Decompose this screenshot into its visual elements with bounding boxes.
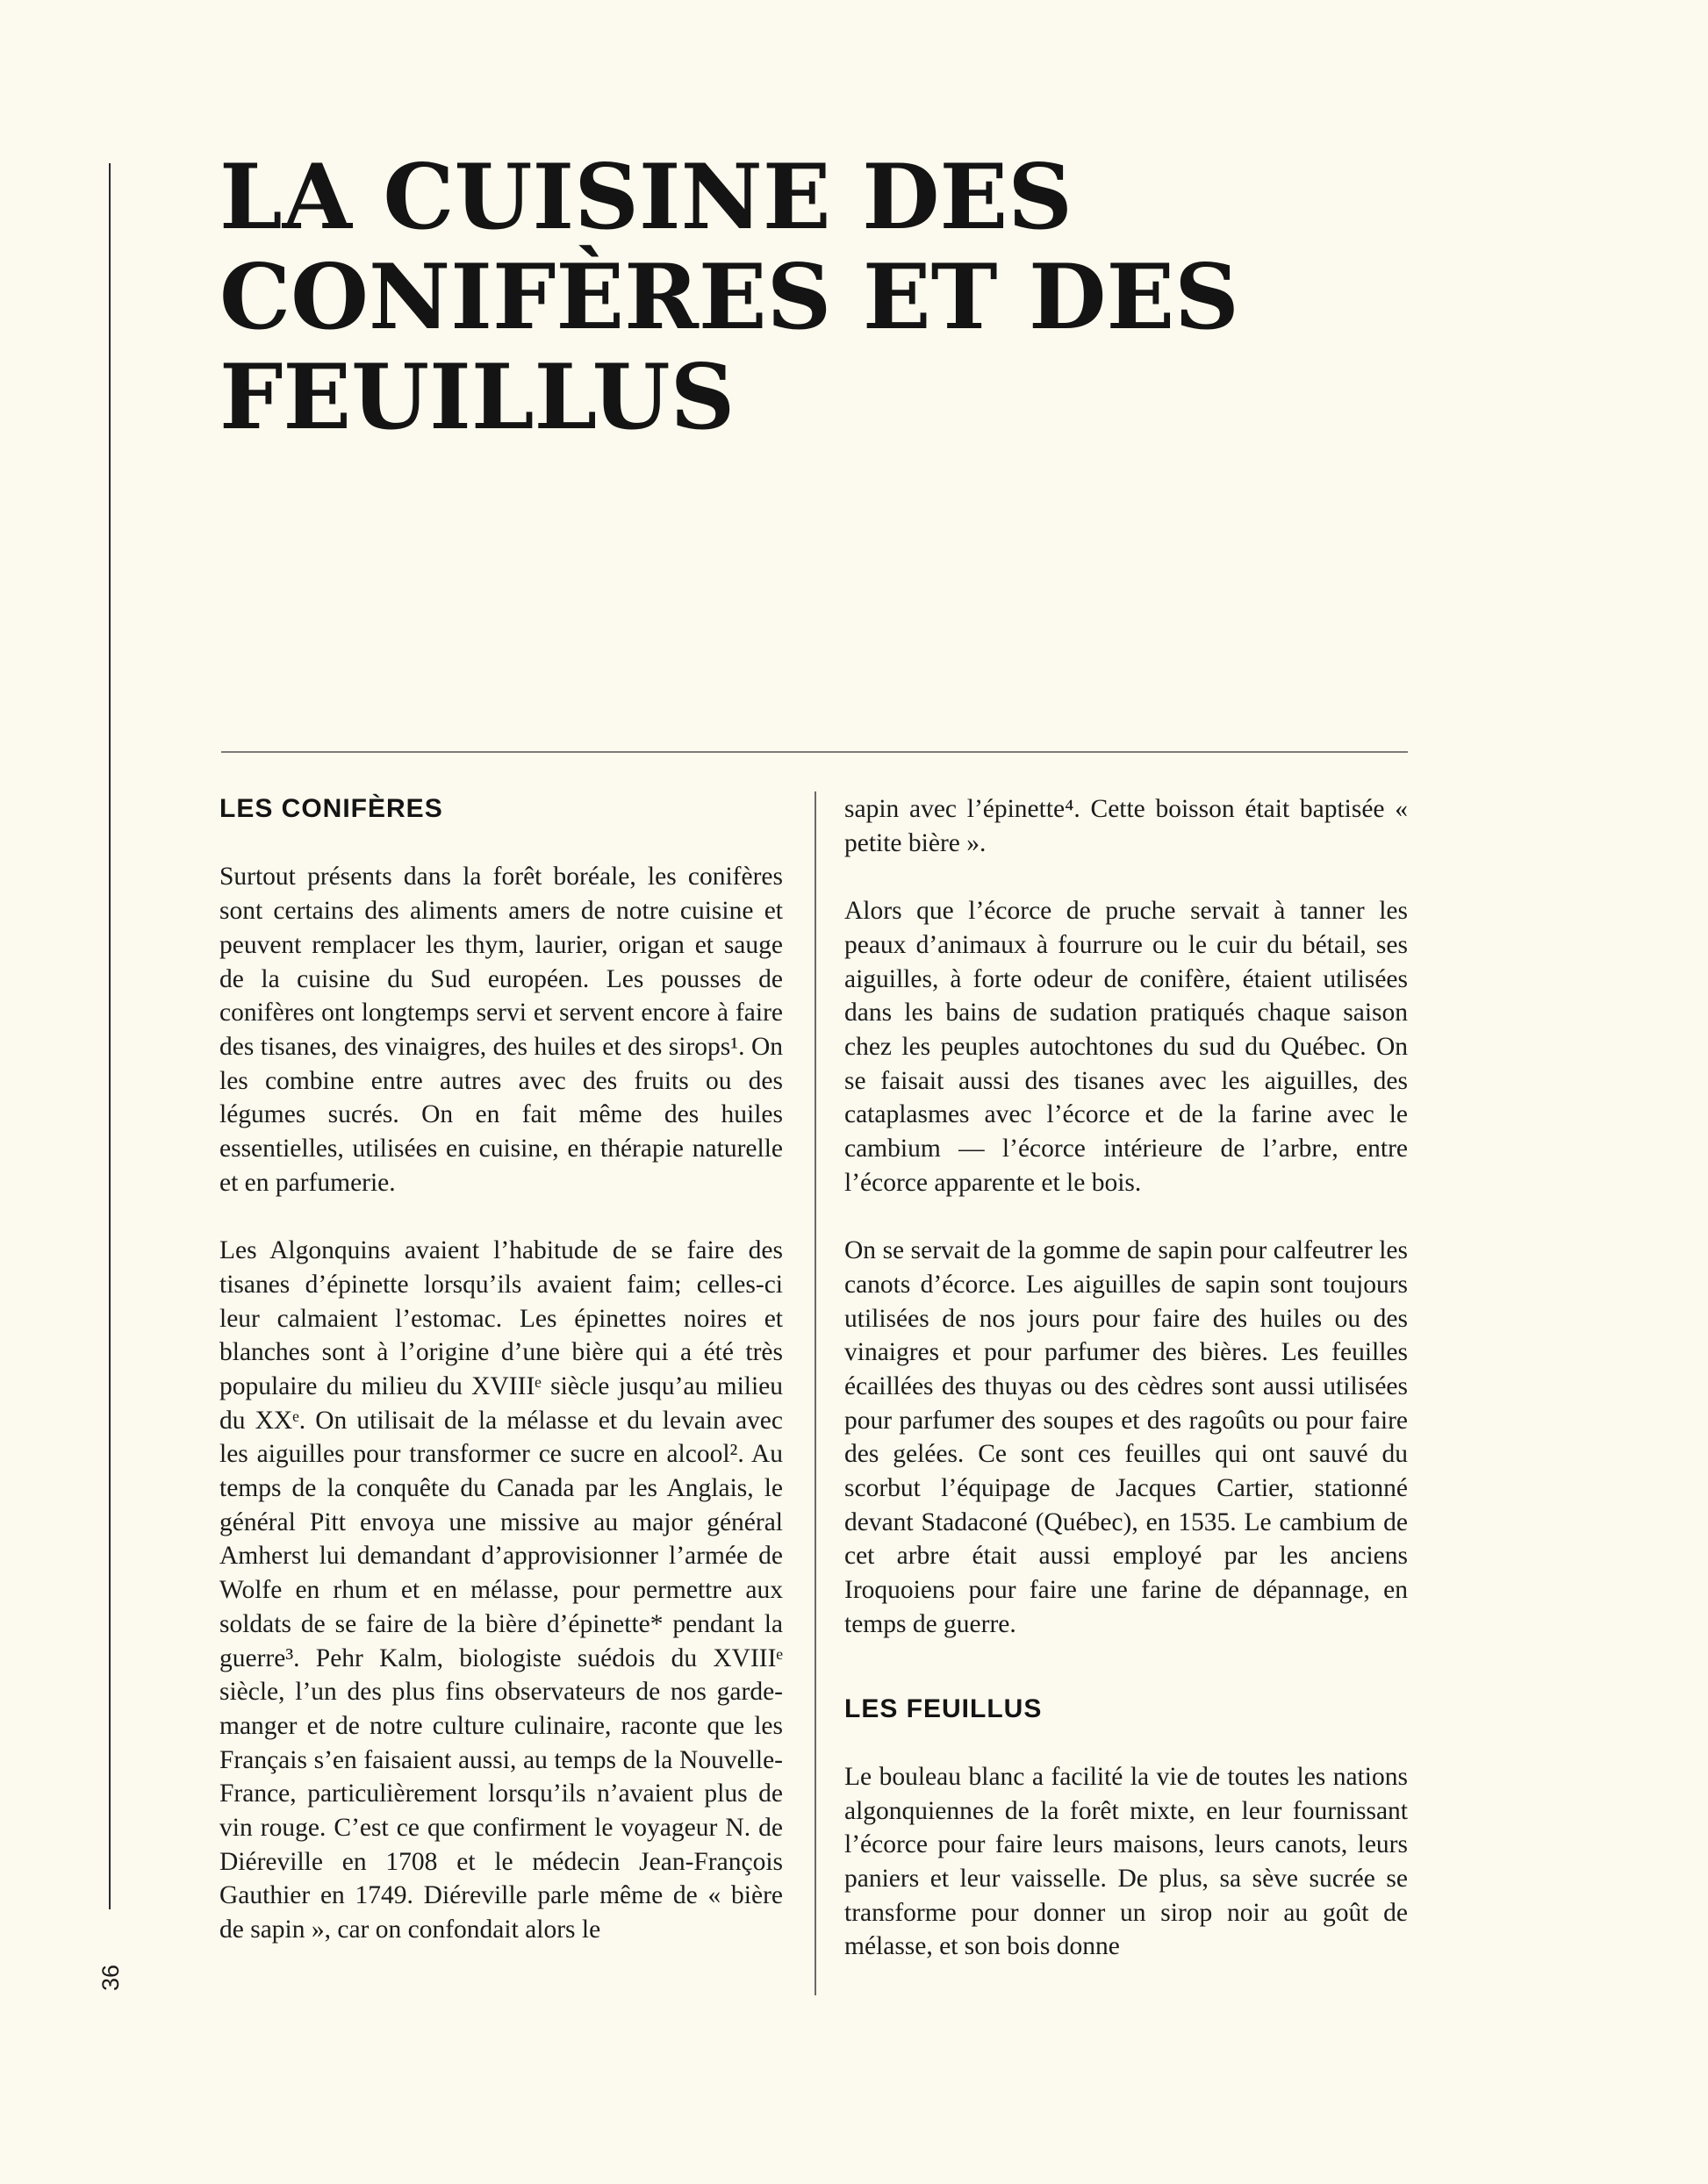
left-column — [219, 792, 783, 1947]
title-line: FEUILLUS — [219, 345, 736, 450]
paragraph: Surtout présents dans la forêt boréale, les conifères sont certains des aliments amers de notre cuisine et peuvent remplacer les thym, laurier, origan et sauge de la cuisine du Sud européen. Les pousses de conifères ont longtemps servi et servent encore à faire des tisanes, des vinaigres, des huiles et des sirops¹. On les combine entre autres avec des fruits ou des légumes sucrés. On en fait même des huiles essentielles, utilisées en cuisine, en thérapie naturelle et en parfumerie. — [219, 863, 783, 1197]
title-line: LA CUISINE DES — [219, 145, 1073, 250]
column-divider — [815, 791, 816, 1995]
page-number: 36 — [97, 1964, 124, 1992]
paragraph: Alors que l’écorce de pruche servait à tanner les peaux d’animaux à fourrure ou le cuir du bétail, ses aiguilles, à forte odeur de conifère, étaient utilisées dans les bains de sudation pratiqués chaque saison chez les peuples autochtones du sud du Québec. On se faisait aussi des tisanes avec les aiguilles, des cataplasmes avec l’écorce et de la farine avec le cambium — l’écorce intérieure de l’arbre, entre l’écorce apparente et le bois. — [844, 897, 1408, 1197]
paragraph: sapin avec l’épinette⁴. Cette boisson était baptisée « petite bière ». — [844, 795, 1408, 857]
margin-rule — [109, 163, 111, 1909]
page-title — [219, 147, 1492, 448]
paragraph: Le bouleau blanc a facilité la vie de toutes les nations algonquiennes de la forêt mixte, en leur fournissant l’écorce pour faire leurs maisons, leurs canots, leurs paniers et leur vaisselle. De plus, sa sève sucrée se transforme pour donner un sirop noir au goût de mélasse, et son bois donne — [844, 1762, 1408, 1961]
paragraph: On se servait de la gomme de sapin pour calfeutrer les canots d’écorce. Les aiguilles de sapin sont toujours utilisées de nos jours pour faire des huiles ou des vinaigres et pour parfumer des bières. Les feuilles écaillées des thuyas ou des cèdres sont aussi utilisées pour parfumer des soupes et des ragoûts ou pour faire des gelées. Ce sont ces feuilles qui ont sauvé du scorbut l’équipage de Jacques Cartier, stationné devant Stadaconé (Québec), en 1535. Le cambium de cet arbre était aussi employé par les anciens Iroquoiens pour faire une farine de dépannage, en temps de guerre. — [844, 1236, 1408, 1638]
right-column — [844, 792, 1408, 1964]
title-line: CONIFÈRES ET DES — [219, 245, 1239, 350]
section-heading-feuillus: LES FEUILLUS — [844, 1693, 1043, 1723]
section-divider — [221, 751, 1408, 753]
paragraph: Les Algonquins avaient l’habitude de se faire des tisanes d’épinette lorsqu’ils avaient faim; celles-ci leur calmaient l’estomac. Les épinettes noires et blanches sont à l’origine d’une bière qui a été très populaire du milieu du XVIIIᵉ siècle jusqu’au milieu du XXᵉ. On utilisait de la mélasse et du levain avec les aiguilles pour transformer ce sucre en alcool². Au temps de la conquête du Canada par les Anglais, le général Pitt envoya une missive au major général Amherst lui demandant d’approvisionner l’armée de Wolfe en rhum et en mélasse, pour permettre aux soldats de se faire de la bière d’épinette* pendant la guerre³. Pehr Kalm, biologiste suédois du XVIIIᵉ siècle, l’un des plus fins observateurs de nos garde-manger et de notre culture culinaire, raconte que les Français s’en faisaient aussi, au temps de la Nouvelle-France, particulièrement lorsqu’ils n’avaient plus de vin rouge. C’est ce que confirment le voyageur N. de Diéreville en 1708 et le médecin Jean-François Gauthier en 1749. Diéreville parle même de « bière de sapin », car on confondait alors le — [219, 1236, 783, 1944]
section-heading-coniferes: LES CONIFÈRES — [219, 794, 443, 823]
